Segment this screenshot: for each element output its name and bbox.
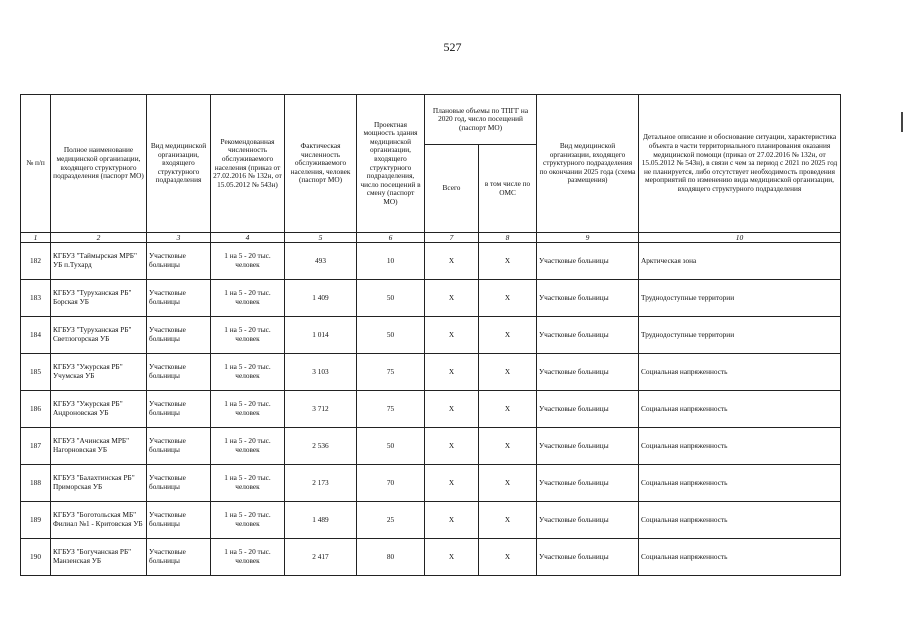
- table-row: [21, 428, 841, 465]
- actual-population: 2 417: [285, 539, 357, 576]
- organization-type-2025: Участковые больницы: [537, 465, 639, 502]
- table-row: [21, 280, 841, 317]
- table-row: [21, 243, 841, 280]
- row-number: 187: [21, 428, 51, 465]
- organization-type-2025: Участковые больницы: [537, 280, 639, 317]
- planned-oms: X: [479, 280, 537, 317]
- table-row: [21, 317, 841, 354]
- organization-type-2025: Участковые больницы: [537, 391, 639, 428]
- situation-description: Арктическая зона: [639, 243, 841, 280]
- organization-name: КГБУЗ "Ужурская РБ" Учумская УБ: [51, 354, 147, 391]
- planned-oms: X: [479, 465, 537, 502]
- actual-population: 1 409: [285, 280, 357, 317]
- situation-description: Социальная напряженность: [639, 465, 841, 502]
- recommended-population: 1 на 5 - 20 тыс. человек: [211, 280, 285, 317]
- actual-population: 3 712: [285, 391, 357, 428]
- situation-description: Социальная напряженность: [639, 502, 841, 539]
- organization-type: Участковые больницы: [147, 391, 211, 428]
- recommended-population: 1 на 5 - 20 тыс. человек: [211, 391, 285, 428]
- recommended-population: 1 на 5 - 20 тыс. человек: [211, 539, 285, 576]
- organization-type: Участковые больницы: [147, 243, 211, 280]
- recommended-population: 1 на 5 - 20 тыс. человек: [211, 465, 285, 502]
- column-number: 6: [357, 233, 425, 243]
- organization-type-2025: Участковые больницы: [537, 317, 639, 354]
- header-capacity: Проектная мощность здания медицинской организации, входящего структурного подразделения, число посещений в смену (паспорт МО): [357, 95, 425, 233]
- table-row: [21, 539, 841, 576]
- actual-population: 2 536: [285, 428, 357, 465]
- planned-total: X: [425, 317, 479, 354]
- design-capacity: 50: [357, 428, 425, 465]
- situation-description: Труднодоступные территории: [639, 280, 841, 317]
- actual-population: 493: [285, 243, 357, 280]
- design-capacity: 75: [357, 354, 425, 391]
- header-recommended: Рекомендованная численность обслуживаемого населения (приказ от 27.02.2016 № 132н, от 15.05.2012 № 543н): [211, 95, 285, 233]
- recommended-population: 1 на 5 - 20 тыс. человек: [211, 428, 285, 465]
- design-capacity: 75: [357, 391, 425, 428]
- organization-name: КГБУЗ "Балахтинская РБ" Приморская УБ: [51, 465, 147, 502]
- table-row: [21, 502, 841, 539]
- organization-type: Участковые больницы: [147, 539, 211, 576]
- organization-name: КГБУЗ "Туруханская РБ" Борская УБ: [51, 280, 147, 317]
- planned-total: X: [425, 539, 479, 576]
- row-number: 186: [21, 391, 51, 428]
- organization-name: КГБУЗ "Боготольская МБ" Филиал №1 - Критовская УБ: [51, 502, 147, 539]
- organization-type: Участковые больницы: [147, 280, 211, 317]
- planned-total: X: [425, 354, 479, 391]
- planned-oms: X: [479, 428, 537, 465]
- planned-oms: X: [479, 317, 537, 354]
- header-description: Детальное описание и обоснование ситуации, характеристика объекта в части территориального планирования оказания медицинской помощи (приказ от 27.02.2016 № 132н, от 15.05.2012 № 543н), в связи с чем за период с 2021 по 2025 год не планируется, либо отсутствует необходимость проведения мероприятий по изменению вида медицинской организации, входящего структурного подразделения: [639, 95, 841, 233]
- row-number: 182: [21, 243, 51, 280]
- row-number: 190: [21, 539, 51, 576]
- organization-name: КГБУЗ "Туруханская РБ" Светлогорская УБ: [51, 317, 147, 354]
- organization-name: КГБУЗ "Таймырская МРБ" УБ п.Тухард: [51, 243, 147, 280]
- situation-description: Социальная напряженность: [639, 354, 841, 391]
- table-row: [21, 465, 841, 502]
- recommended-population: 1 на 5 - 20 тыс. человек: [211, 354, 285, 391]
- column-number-row: [21, 233, 841, 243]
- organization-name: КГБУЗ "Богучанская РБ" Манзенская УБ: [51, 539, 147, 576]
- situation-description: Труднодоступные территории: [639, 317, 841, 354]
- design-capacity: 25: [357, 502, 425, 539]
- column-number: 5: [285, 233, 357, 243]
- organization-type: Участковые больницы: [147, 317, 211, 354]
- organization-type-2025: Участковые больницы: [537, 428, 639, 465]
- header-planned-group: Плановые объемы по ТПГГ на 2020 год, число посещений (паспорт МО): [425, 95, 537, 145]
- recommended-population: 1 на 5 - 20 тыс. человек: [211, 243, 285, 280]
- header-total: Всего: [425, 145, 479, 233]
- organization-type-2025: Участковые больницы: [537, 354, 639, 391]
- planned-total: X: [425, 391, 479, 428]
- organization-type: Участковые больницы: [147, 354, 211, 391]
- design-capacity: 80: [357, 539, 425, 576]
- planned-total: X: [425, 428, 479, 465]
- column-number: 9: [537, 233, 639, 243]
- header-actual: Фактическая численность обслуживаемого населения, человек (паспорт МО): [285, 95, 357, 233]
- planned-total: X: [425, 243, 479, 280]
- header-name: Полное наименование медицинской организации, входящего структурного подразделения (паспорт МО): [51, 95, 147, 233]
- organization-type: Участковые больницы: [147, 502, 211, 539]
- situation-description: Социальная напряженность: [639, 428, 841, 465]
- table-row: [21, 354, 841, 391]
- organization-name: КГБУЗ "Ужурская РБ" Андроновская УБ: [51, 391, 147, 428]
- planned-oms: X: [479, 243, 537, 280]
- planned-oms: X: [479, 502, 537, 539]
- organization-type: Участковые больницы: [147, 465, 211, 502]
- row-number: 184: [21, 317, 51, 354]
- organization-type-2025: Участковые больницы: [537, 502, 639, 539]
- column-number: 2: [51, 233, 147, 243]
- column-number: 1: [21, 233, 51, 243]
- column-number: 4: [211, 233, 285, 243]
- planned-oms: X: [479, 391, 537, 428]
- header-oms: в том числе по ОМС: [479, 145, 537, 233]
- page-number: 527: [443, 40, 462, 54]
- column-number: 10: [639, 233, 841, 243]
- design-capacity: 10: [357, 243, 425, 280]
- planned-total: X: [425, 502, 479, 539]
- organization-type-2025: Участковые больницы: [537, 539, 639, 576]
- design-capacity: 50: [357, 317, 425, 354]
- actual-population: 1 014: [285, 317, 357, 354]
- design-capacity: 70: [357, 465, 425, 502]
- actual-population: 2 173: [285, 465, 357, 502]
- row-number: 188: [21, 465, 51, 502]
- organization-name: КГБУЗ "Ачинская МРБ" Нагорновская УБ: [51, 428, 147, 465]
- planned-oms: X: [479, 539, 537, 576]
- design-capacity: 50: [357, 280, 425, 317]
- table-row: [21, 391, 841, 428]
- column-number: 3: [147, 233, 211, 243]
- table-body: [21, 233, 841, 576]
- row-number: 189: [21, 502, 51, 539]
- planned-total: X: [425, 280, 479, 317]
- page-edge-mark: [901, 112, 903, 132]
- header-type: Вид медицинской организации, входящего структурного подразделения: [147, 95, 211, 233]
- row-number: 185: [21, 354, 51, 391]
- header-type-2025: Вид медицинской организации, входящего структурного подразделения по окончании 2025 года (схема размещения): [537, 95, 639, 233]
- column-number: 8: [479, 233, 537, 243]
- column-number: 7: [425, 233, 479, 243]
- actual-population: 3 103: [285, 354, 357, 391]
- actual-population: 1 489: [285, 502, 357, 539]
- row-number: 183: [21, 280, 51, 317]
- organization-type-2025: Участковые больницы: [537, 243, 639, 280]
- header-num: № п/п: [21, 95, 51, 233]
- situation-description: Социальная напряженность: [639, 539, 841, 576]
- recommended-population: 1 на 5 - 20 тыс. человек: [211, 317, 285, 354]
- planned-total: X: [425, 465, 479, 502]
- situation-description: Социальная напряженность: [639, 391, 841, 428]
- planned-oms: X: [479, 354, 537, 391]
- hospital-table: [20, 94, 841, 576]
- organization-type: Участковые больницы: [147, 428, 211, 465]
- recommended-population: 1 на 5 - 20 тыс. человек: [211, 502, 285, 539]
